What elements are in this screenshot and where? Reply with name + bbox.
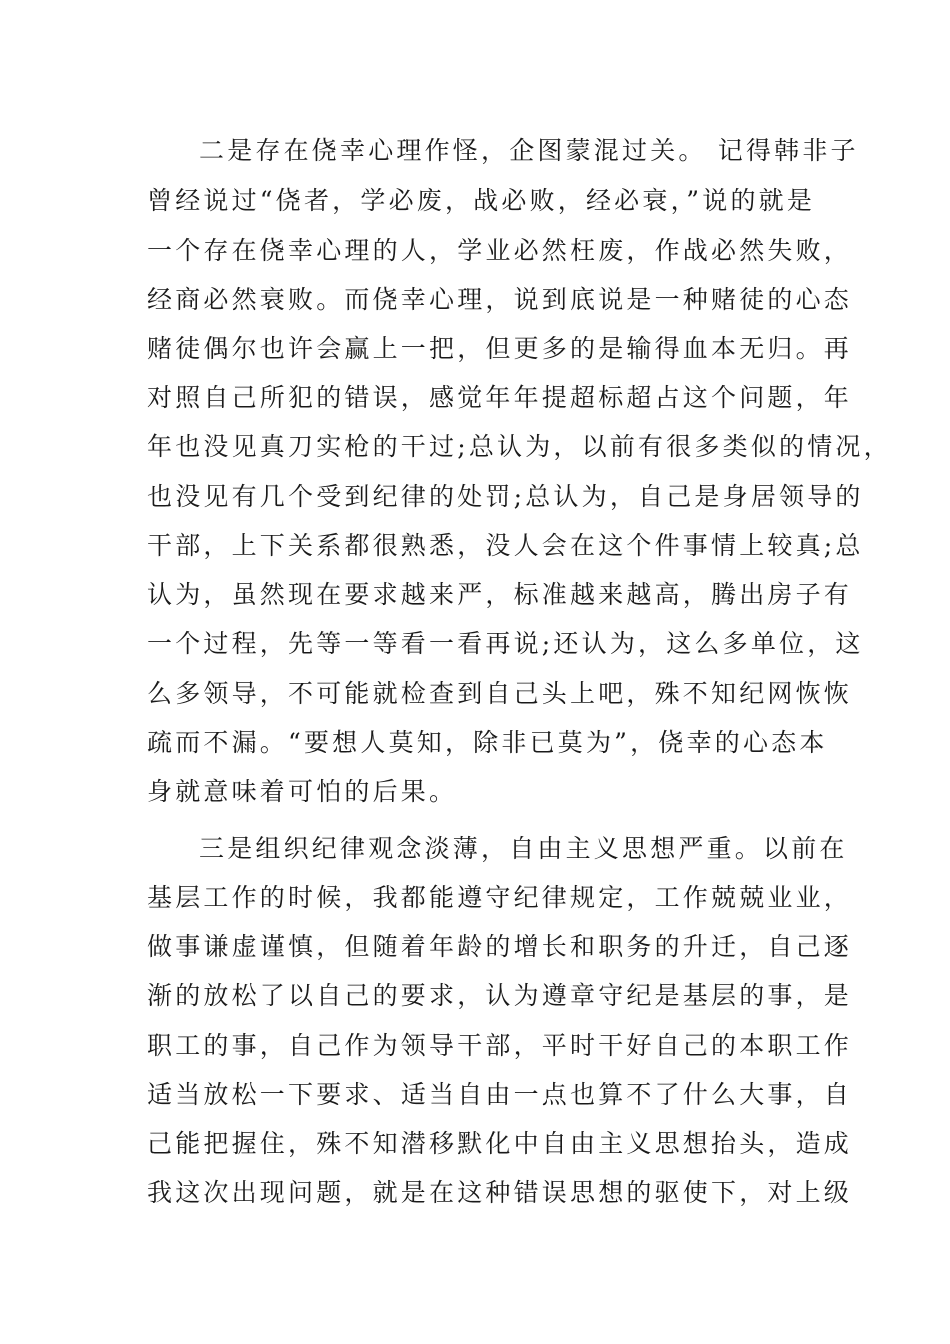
paragraph-line: 适当放松一下要求、适当自由一点也算不了什么大事，自 [147,1080,853,1109]
paragraph-line: 己能把握住，殊不知潜移默化中自由主义思想抬头，造成 [147,1129,853,1158]
paragraph-line: 干部，上下关系都很熟悉，没人会在这个件事情上较真;总 [147,531,864,560]
paragraph-line: 赌徒偶尔也许会赢上一把，但更多的是输得血本无归。再 [147,334,853,363]
paragraph-line: 渐的放松了以自己的要求，认为遵章守纪是基层的事，是 [147,981,853,1010]
paragraph-line: 做事谦虚谨慎，但随着年龄的增长和职务的升迁，自己逐 [147,932,853,961]
paragraph-line: 么多领导，不可能就检查到自己头上吧，殊不知纪网恢恢 [147,679,853,708]
paragraph-line: 一个存在侥幸心理的人，学业必然枉废，作战必然失败， [147,236,853,265]
paragraph-line: 对照自己所犯的错误，感觉年年提超标超占这个问题，年 [147,383,853,412]
paragraph-line: 我这次出现问题，就是在这种错误思想的驱使下，对上级 [147,1178,853,1207]
paragraph-line: 二是存在侥幸心理作怪，企图蒙混过关。 记得韩非子 [199,136,859,165]
paragraph-line: 经商必然衰败。而侥幸心理，说到底说是一种赌徒的心态 [147,285,853,314]
paragraph-line: 年也没见真刀实枪的干过;总认为，以前有很多类似的情况， [147,432,892,461]
paragraph-line: 身就意味着可怕的后果。 [147,777,458,806]
paragraph-line: 一个过程，先等一等看一看再说;还认为，这么多单位，这 [147,629,864,658]
paragraph-line: 三是组织纪律观念淡薄，自由主义思想严重。以前在 [199,834,848,863]
paragraph-line: 曾经说过“侥者，学必废，战必败，经必衰，”说的就是 [147,186,816,215]
paragraph-line: 也没见有几个受到纪律的处罚;总认为，自己是身居领导的 [147,482,864,511]
paragraph-line: 认为，虽然现在要求越来严，标准越来越高，腾出房子有 [147,580,853,609]
paragraph-line: 基层工作的时候，我都能遵守纪律规定，工作兢兢业业， [147,883,853,912]
paragraph-line: 疏而不漏。“要想人莫知，除非已莫为”，侥幸的心态本 [147,728,828,757]
paragraph-line: 职工的事，自己作为领导干部，平时干好自己的本职工作 [147,1031,853,1060]
